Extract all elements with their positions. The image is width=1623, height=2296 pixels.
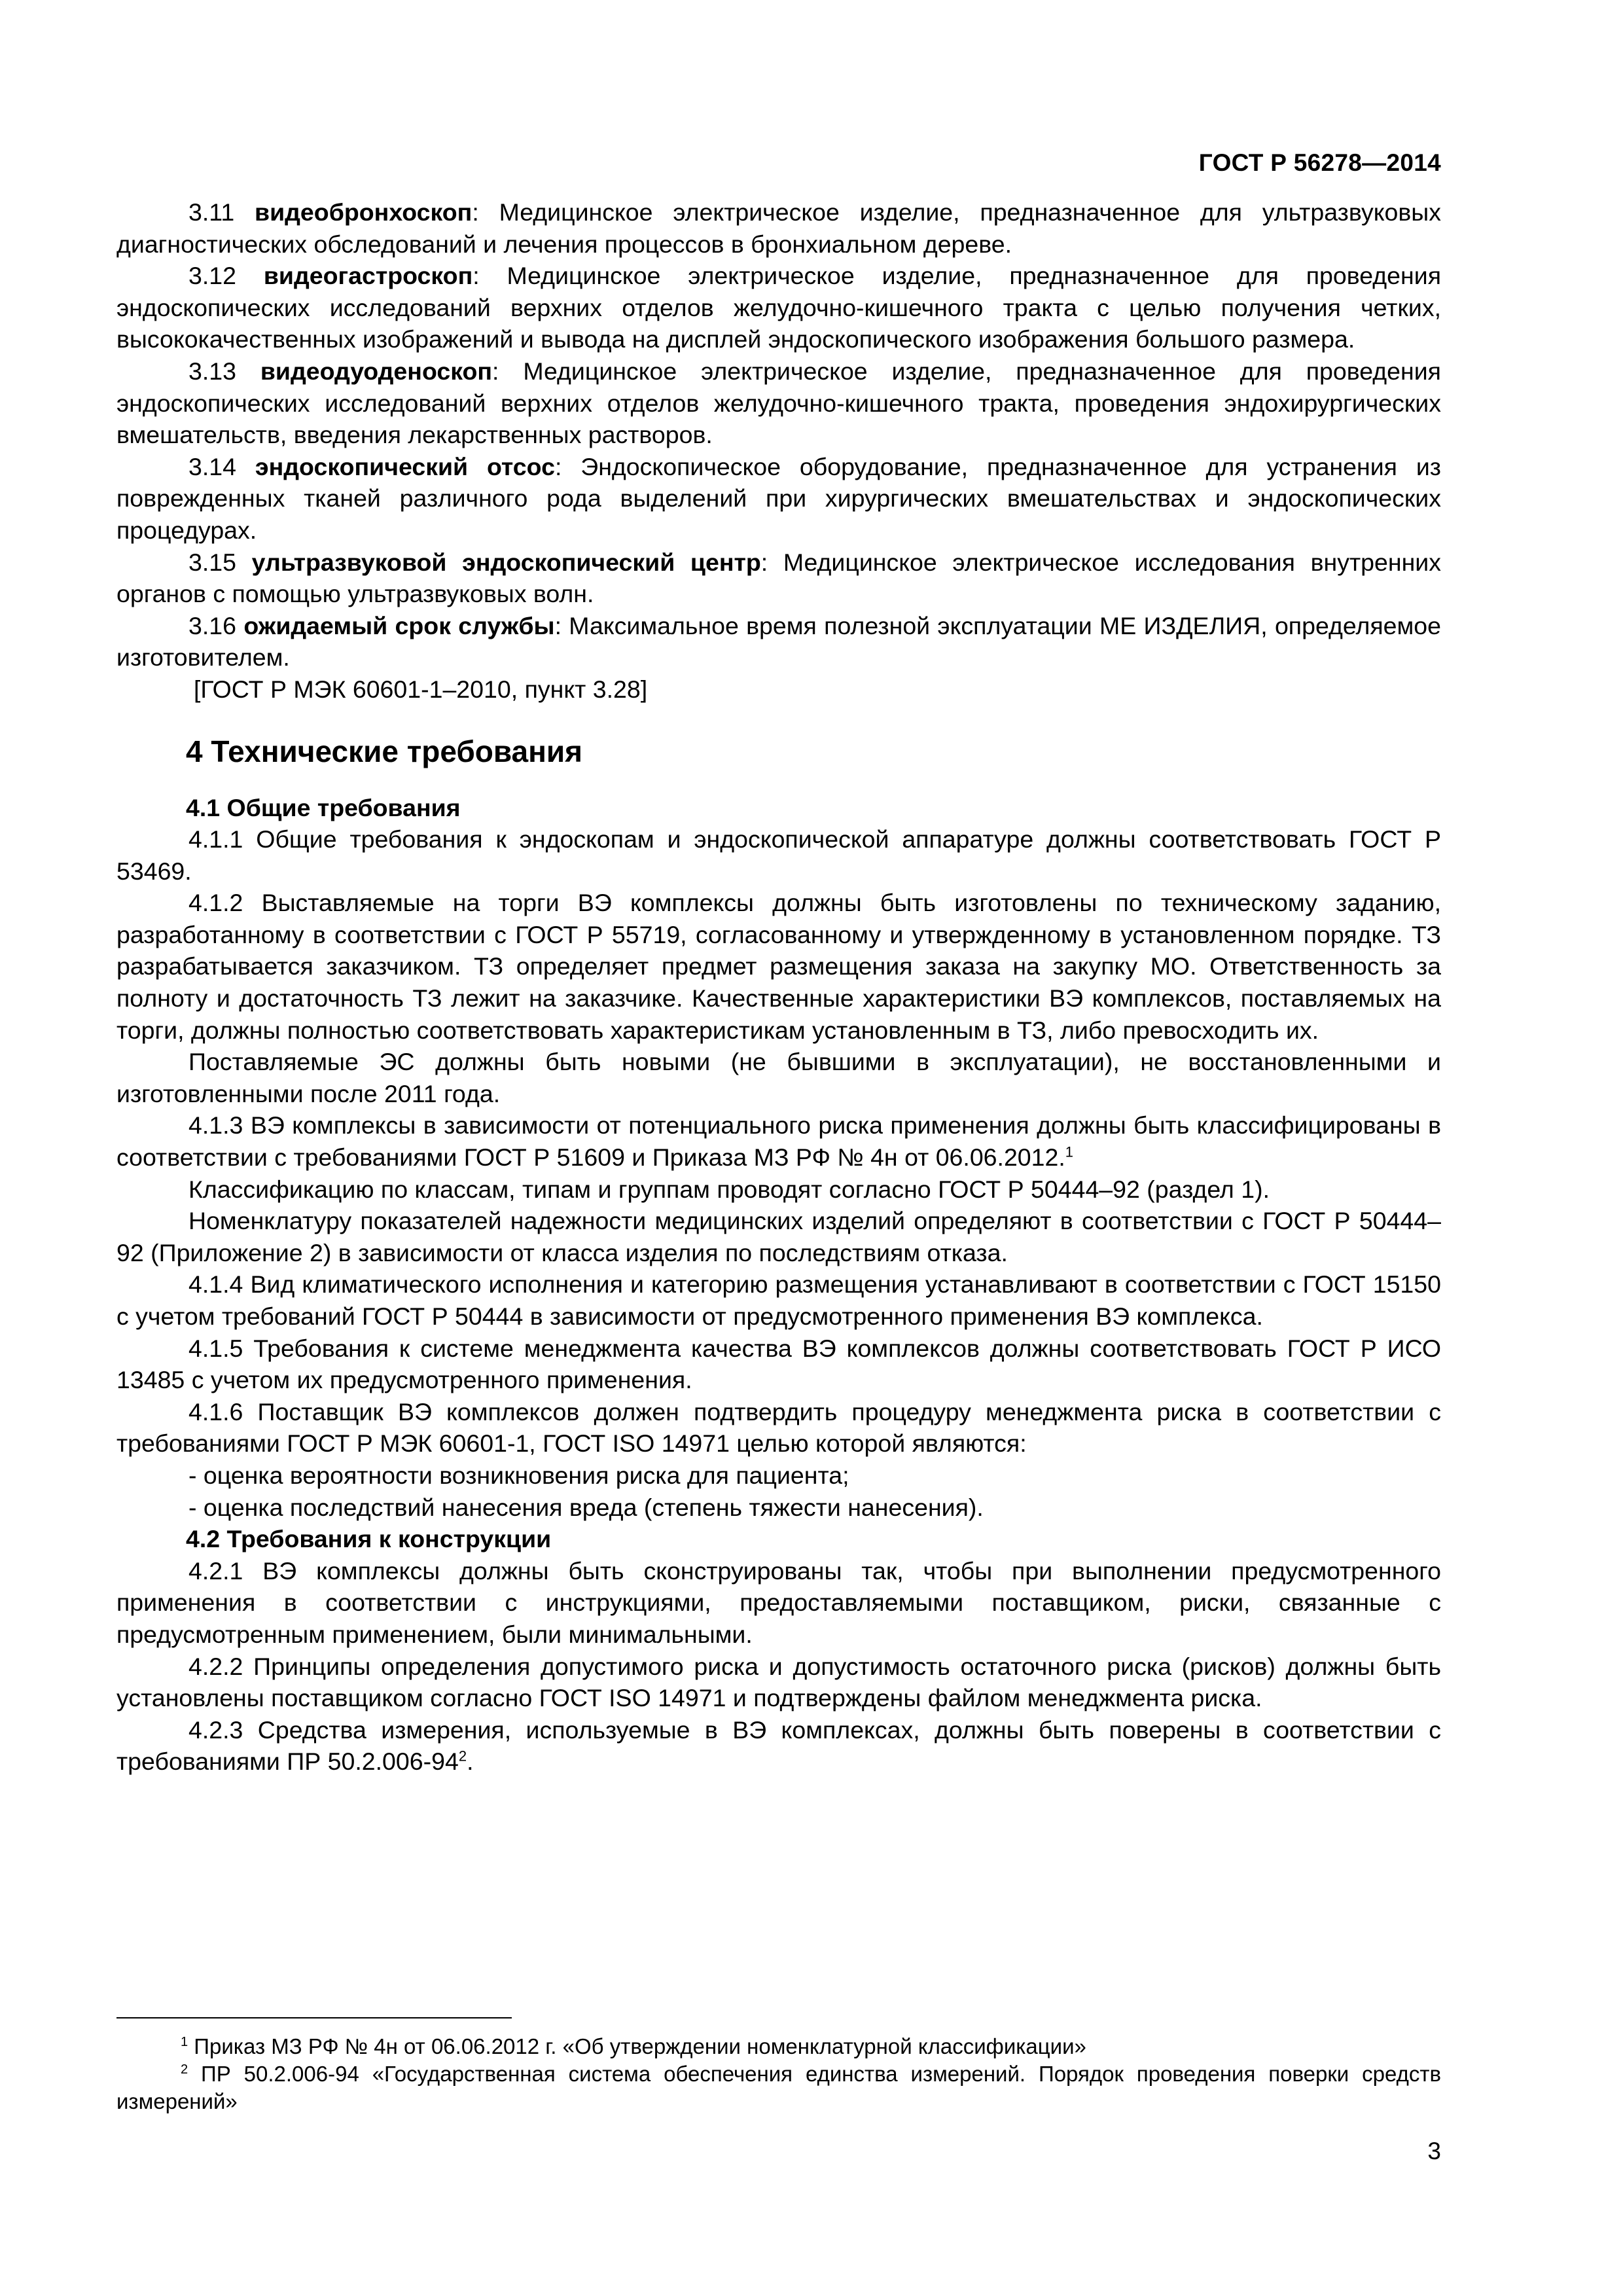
term-title: видеобронхоскоп: [255, 198, 473, 226]
clause-4-1-1: 4.1.1 Общие требования к эндоскопам и эндоскопической аппаратуре должны соответствовать ГОСТ Р 53469.: [116, 825, 1441, 885]
document-body: [116, 196, 1441, 1778]
footnote-ref-1[interactable]: 1: [1065, 1143, 1074, 1160]
clause-4-2-2: 4.2.2 Принципы определения допустимого риска и допустимость остаточного риска (рисков) должны быть установлены поставщиком согласно ГОСТ ISO 14971 и подтверждены файлом менеджмента риска.: [116, 1652, 1441, 1712]
footnote-ref-2[interactable]: 2: [458, 1748, 467, 1765]
term-title: ожидаемый срок службы: [243, 611, 555, 639]
section-4-heading: 4 Технические требования: [186, 734, 582, 768]
term-3-14: 3.14 эндоскопический отсос: Эндоскопическое оборудование, предназначенное для устранения из поврежденных тканей различного рода выделений при хирургических вмешательствах и эндоскопических процедурах.: [116, 452, 1441, 544]
clause-4-2-3: 4.2.3 Средства измерения, используемые в ВЭ комплексах, должны быть поверены в соответствии с требованиями ПР $50.2.006-94^2$.: [116, 1715, 1441, 1776]
term-title: эндоскопический отсос: [255, 452, 555, 480]
footnote-2: $^2$ ПР 50.2.006-94 «Государственная система обеспечения единства измерений. Порядок проведения поверки средств измерений»: [116, 2062, 1441, 2113]
page-number: 3: [1427, 2138, 1441, 2164]
clause-4-1-3-classification: Классификацию по классам, типам и группам проводят согласно ГОСТ Р 50444–92 (раздел 1).: [188, 1175, 1270, 1203]
list-item: - оценка вероятности возникновения риска для пациента;: [188, 1461, 849, 1489]
clause-4-1-5: 4.1.5 Требования к системе менеджмента качества ВЭ комплексов должны соответствовать ГОСТ Р ИСО 13485 с учетом их предусмотренного применения.: [116, 1334, 1441, 1394]
term-3-12: 3.12 видеогастроскоп: Медицинское электрическое изделие, предназначенное для проведения эндоскопических исследований верхних отделов желудочно-кишечного тракта с целью получения четких, высококачественных изображений и вывода на дисплей эндоскопического изображения большого размера.: [116, 262, 1441, 353]
term-3-11: 3.11 видеобронхоскоп: Медицинское электрическое изделие, предназначенное для ультразвуковых диагностических обследований и лечения процессов в бронхиальном дереве.: [116, 198, 1441, 258]
term-title: видеодуоденоскоп: [260, 357, 493, 385]
term-source-reference: [ГОСТ Р МЭК 60601-1–2010, пункт 3.28]: [194, 675, 648, 703]
footnotes: [116, 2033, 1441, 2115]
clause-4-2-1: 4.2.1 ВЭ комплексы должны быть сконструированы так, чтобы при выполнении предусмотренного применения в соответствии с инструкциями, предоставляемыми поставщиком, риски, связанные с предусмотренным применением, были минимальными.: [116, 1556, 1441, 1648]
document-header-id: ГОСТ Р 56278—2014: [1198, 149, 1441, 176]
clause-4-1-3: 4.1.3 ВЭ комплексы в зависимости от потенциального риска применения должны быть классифицированы в соответствии с требованиями ГОСТ Р 51609 и Приказа МЗ РФ № 4н от 06.06.2012.$^1$: [116, 1111, 1441, 1172]
list-item: - оценка последствий нанесения вреда (степень тяжести нанесения).: [188, 1493, 984, 1521]
clause-4-1-2: 4.1.2 Выставляемые на торги ВЭ комплексы должны быть изготовлены по техническому заданию, разработанному в соответствии с ГОСТ Р 55719, согласованному и утвержденному в установленном порядке. ТЗ разрабатывается заказчиком. ТЗ определяет предмет размещения заказа на закупку МО. Ответственность за полноту и достаточность ТЗ лежит на заказчике. Качественные характеристики ВЭ комплексов, поставляемых на торги, должны полностью соответствовать характеристикам установленным в ТЗ, либо превосходить их.: [116, 889, 1441, 1044]
term-3-15: 3.15 ультразвуковой эндоскопический центр: Медицинское электрическое исследования внутренних органов с помощью ультразвуковых волн.: [116, 548, 1442, 608]
term-3-16: 3.16 ожидаемый срок службы: Максимальное время полезной эксплуатации МЕ ИЗДЕЛИЯ, определяемое изготовителем.: [116, 611, 1442, 672]
clause-4-1-4: 4.1.4 Вид климатического исполнения и категорию размещения устанавливают в соответствии с ГОСТ 15150 с учетом требований ГОСТ Р 50444 в зависимости от предусмотренного применения ВЭ комплекса.: [116, 1270, 1441, 1330]
term-3-13: 3.13 видеодуоденоскоп: Медицинское электрическое изделие, предназначенное для проведения эндоскопических исследований верхних отделов желудочно-кишечного тракта, проведения эндохирургических вмешательств, введения лекарственных растворов.: [116, 357, 1441, 449]
footnote-separator: [116, 2017, 512, 2018]
subsection-4-2-heading: 4.2 Требования к конструкции: [186, 1525, 552, 1553]
clause-4-1-3-reliability: Номенклатуру показателей надежности медицинских изделий определяют в соответствии с ГОСТ Р 50444–92 (Приложение 2) в зависимости от класса изделия по последствиям отказа.: [116, 1207, 1441, 1266]
clause-4-1-2-supplement: Поставляемые ЭС должны быть новыми (не бывшими в эксплуатации), не восстановленными и изготовленными после 2011 года.: [116, 1048, 1441, 1107]
clause-4-1-6: 4.1.6 Поставщик ВЭ комплексов должен подтвердить процедуру менеджмента риска в соответствии с требованиями ГОСТ Р МЭК 60601-1, ГОСТ ISO 14971 целью которой являются:: [116, 1397, 1441, 1458]
term-title: видеогастроскоп: [263, 262, 473, 290]
footnote-1: $^1$ Приказ МЗ РФ № 4н от 06.06.2012 г. «Об утверждении номенклатурной классификации»: [181, 2034, 1086, 2058]
subsection-4-1-heading: 4.1 Общие требования: [186, 793, 461, 821]
term-title: ультразвуковой эндоскопический центр: [251, 548, 761, 576]
